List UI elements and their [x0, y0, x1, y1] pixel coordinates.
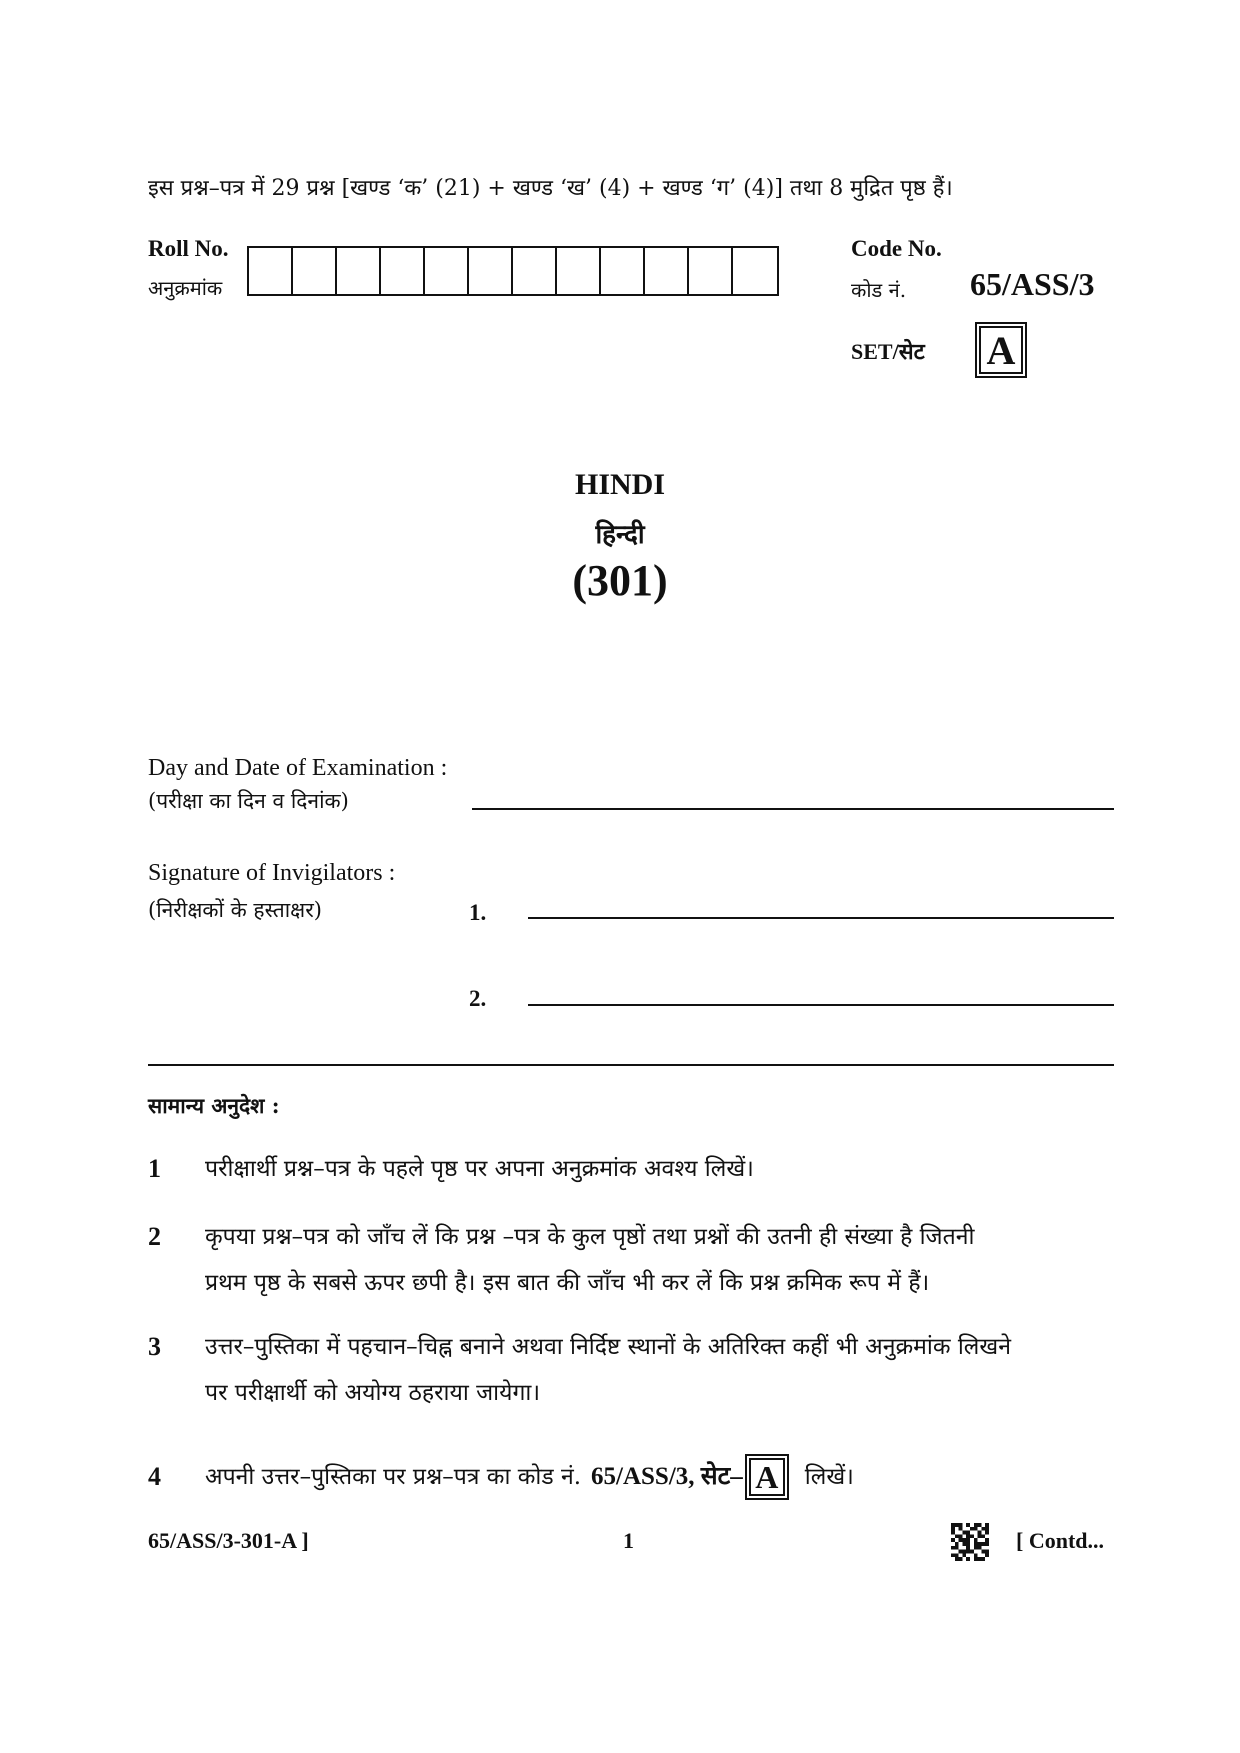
instruction-1-number: 1: [148, 1154, 161, 1183]
code-number: 65/ASS/3: [970, 266, 1095, 302]
signature-2-number: 2.: [469, 986, 487, 1011]
subject-name-en: HINDI: [574, 468, 665, 501]
signature-1-number: 1.: [469, 900, 487, 925]
instruction-3-line-2: पर परीक्षार्थी को अयोग्य ठहराया जायेगा।: [205, 1380, 541, 1406]
invigilator-signature-label-hi: (निरीक्षकों के हस्ताक्षर): [148, 898, 322, 922]
roll-label-en: Roll No.: [148, 236, 229, 261]
roll-number-cell[interactable]: [689, 248, 733, 294]
roll-number-cell[interactable]: [381, 248, 425, 294]
subject-code: (301): [572, 556, 668, 605]
instruction-4-code: 65/ASS/3, सेट–: [591, 1463, 743, 1490]
code-label-en: Code No.: [851, 236, 942, 261]
instruction-2-number: 2: [148, 1222, 161, 1251]
exam-date-line[interactable]: [472, 808, 1114, 810]
roll-number-cell[interactable]: [249, 248, 293, 294]
page-number: 1: [623, 1528, 634, 1553]
signature-2-line[interactable]: [528, 1004, 1114, 1006]
invigilator-signature-label-en: Signature of Invigilators :: [148, 860, 396, 886]
roll-number-cell[interactable]: [733, 248, 777, 294]
instruction-1-text: परीक्षार्थी प्रश्न–पत्र के पहले पृष्ठ पर अपना अनुक्रमांक अवश्य लिखें।: [205, 1156, 754, 1182]
roll-number-cell[interactable]: [469, 248, 513, 294]
continued-label: [ Contd...: [1016, 1528, 1105, 1553]
roll-number-cell[interactable]: [425, 248, 469, 294]
signature-1-line[interactable]: [528, 917, 1114, 919]
code-label-hi: कोड नं.: [851, 278, 907, 302]
roll-label-hi: अनुक्रमांक: [148, 276, 223, 300]
roll-number-cell[interactable]: [513, 248, 557, 294]
exam-date-label-hi: (परीक्षा का दिन व दिनांक): [148, 789, 349, 813]
qr-code-icon: [951, 1523, 989, 1561]
instruction-4-pre: अपनी उत्तर–पुस्तिका पर प्रश्न–पत्र का कोड नं.: [205, 1464, 582, 1490]
paper-summary: इस प्रश्न–पत्र में 29 प्रश्न [खण्ड ‘क’ (21) + खण्ड ‘ख’ (4) + खण्ड ‘ग’ (4)] तथा 8 मुद्रित पृष्ठ हैं।: [148, 176, 953, 201]
set-box: [975, 322, 1027, 378]
footer-paper-code: 65/ASS/3-301-A ]: [148, 1528, 309, 1553]
instruction-3-number: 3: [148, 1332, 161, 1361]
instruction-3-line-1: उत्तर–पुस्तिका में पहचान–चिह्न बनाने अथवा निर्दिष्ट स्थानों के अतिरिक्त कहीं भी अनुक्रमांक लिखने: [205, 1334, 1011, 1360]
subject-name-hi: हिन्दी: [595, 520, 645, 550]
roll-number-cell[interactable]: [601, 248, 645, 294]
roll-number-cell[interactable]: [557, 248, 601, 294]
instruction-4-text: [205, 1454, 854, 1500]
exam-date-label-en: Day and Date of Examination :: [148, 755, 448, 781]
instruction-4-set-letter: A: [755, 1459, 779, 1495]
section-divider: [148, 1064, 1114, 1066]
instruction-4-number: 4: [148, 1462, 161, 1491]
set-letter: A: [986, 327, 1016, 373]
instruction-2-line-2: प्रथम पृष्ठ के सबसे ऊपर छपी है। इस बात की जाँच भी कर लें कि प्रश्न क्रमिक रूप में हैं।: [205, 1270, 930, 1296]
instructions-heading: सामान्य अनुदेश :: [148, 1093, 280, 1118]
roll-number-cell[interactable]: [645, 248, 689, 294]
set-label: SET/सेट: [851, 339, 925, 364]
roll-number-cell[interactable]: [337, 248, 381, 294]
roll-number-grid[interactable]: [247, 246, 779, 296]
roll-number-cell[interactable]: [293, 248, 337, 294]
instruction-4-post: लिखें।: [804, 1464, 854, 1490]
instruction-2-line-1: कृपया प्रश्न–पत्र को जाँच लें कि प्रश्न –पत्र के कुल पृष्ठों तथा प्रश्नों की उतनी ही संख्या है जितनी: [205, 1224, 975, 1250]
instruction-4-set-box: [745, 1454, 789, 1500]
